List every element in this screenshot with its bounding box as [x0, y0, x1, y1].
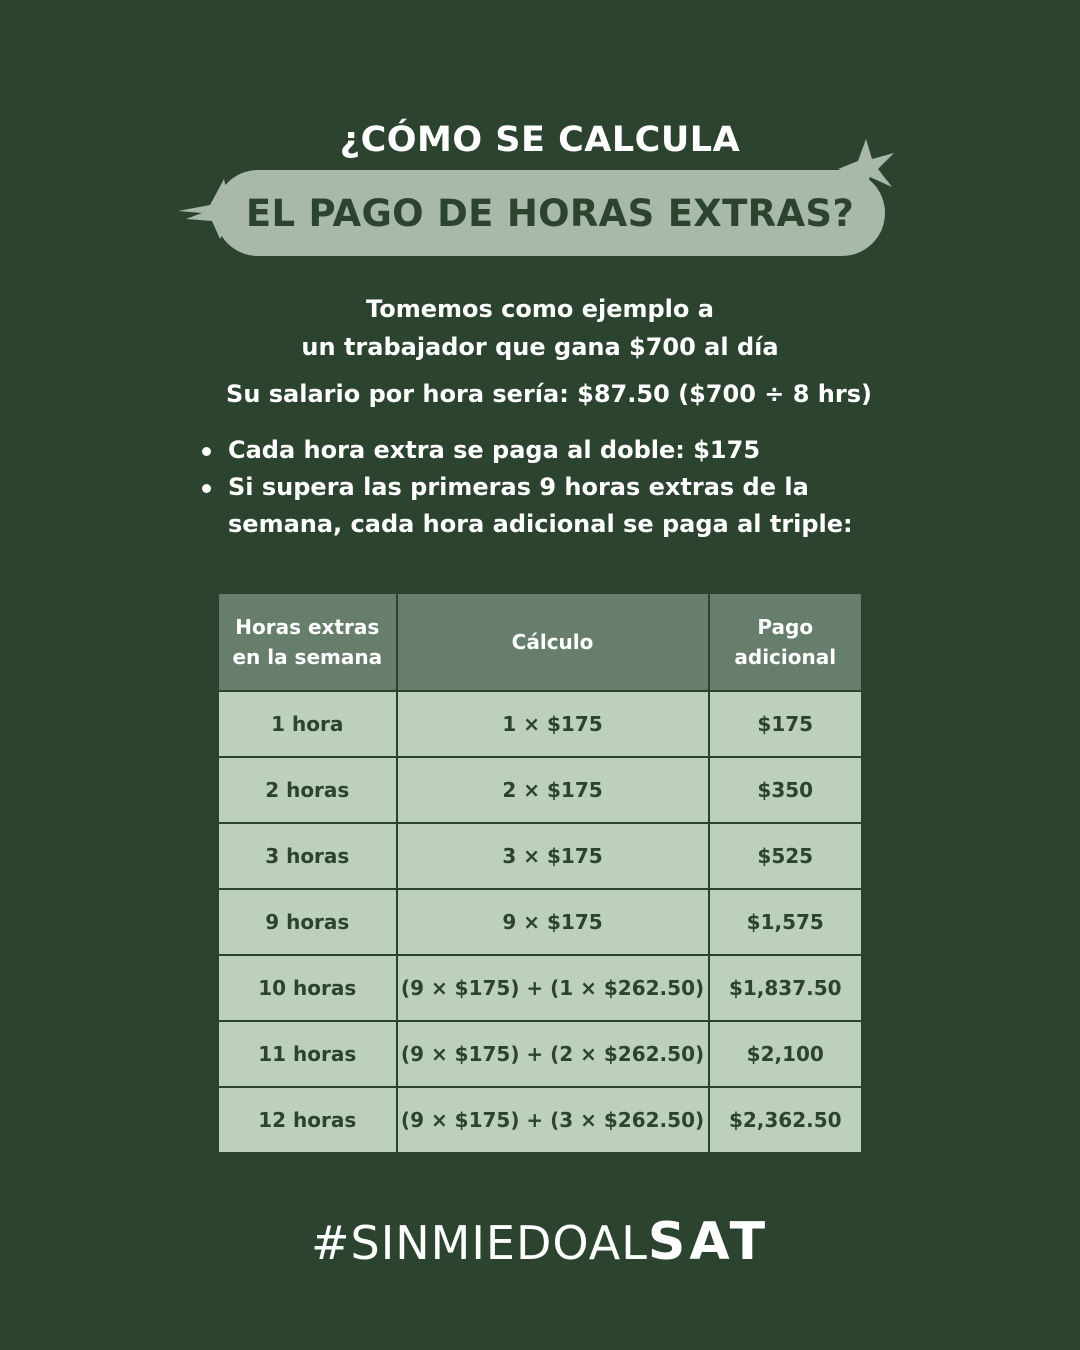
cell-calc: 1 × $175	[397, 691, 709, 757]
cell-hours: 3 horas	[218, 823, 397, 889]
header-pay-line-1: Pago	[757, 615, 814, 639]
table-row	[218, 823, 862, 889]
cell-calc: 3 × $175	[397, 823, 709, 889]
hashtag	[0, 1212, 1080, 1272]
hourly-rate-text: Su salario por hora sería: $87.50 ($700 ÷ 8 hrs)	[226, 380, 872, 408]
bullet-item	[200, 469, 900, 543]
cell-hours: 11 horas	[218, 1021, 397, 1087]
cell-pay: $175	[709, 691, 862, 757]
header-calc: Cálculo	[397, 593, 709, 691]
bullet-dot-icon	[202, 447, 211, 456]
header-pay	[709, 593, 862, 691]
intro-line-1: Tomemos como ejemplo a	[366, 295, 714, 323]
table-row	[218, 1021, 862, 1087]
cell-calc: 9 × $175	[397, 889, 709, 955]
bullet-list	[200, 432, 900, 543]
heading-line-2: EL PAGO DE HORAS EXTRAS?	[245, 191, 855, 235]
cell-pay: $1,837.50	[709, 955, 862, 1021]
cell-hours: 9 horas	[218, 889, 397, 955]
cell-pay: $2,100	[709, 1021, 862, 1087]
table-row	[218, 1087, 862, 1153]
cell-hours: 12 horas	[218, 1087, 397, 1153]
cell-hours: 10 horas	[218, 955, 397, 1021]
table-header-row	[218, 593, 862, 691]
intro-text	[0, 290, 1080, 366]
hashtag-prefix: #SINMIEDOAL	[310, 1216, 648, 1270]
header-hours-line-1: Horas extras	[235, 615, 380, 639]
overtime-table	[217, 592, 863, 1154]
cell-calc: (9 × $175) + (1 × $262.50)	[397, 955, 709, 1021]
cell-pay: $2,362.50	[709, 1087, 862, 1153]
cell-calc: (9 × $175) + (2 × $262.50)	[397, 1021, 709, 1087]
header-hours	[218, 593, 397, 691]
table-row	[218, 889, 862, 955]
cell-pay: $1,575	[709, 889, 862, 955]
bullet-item	[200, 432, 900, 469]
cell-hours: 2 horas	[218, 757, 397, 823]
header-pay-line-2: adicional	[734, 645, 837, 669]
table-row	[218, 691, 862, 757]
cell-pay: $350	[709, 757, 862, 823]
cell-pay: $525	[709, 823, 862, 889]
cell-calc: (9 × $175) + (3 × $262.50)	[397, 1087, 709, 1153]
heading-line-1: ¿CÓMO SE CALCULA	[339, 120, 741, 160]
table-row	[218, 955, 862, 1021]
bullet-text: Si supera las primeras 9 horas extras de la semana, cada hora adicional se paga al triple:	[228, 473, 853, 538]
hashtag-emphasis: SAT	[647, 1212, 770, 1272]
table-row	[218, 757, 862, 823]
header-hours-line-2: en la semana	[232, 645, 383, 669]
cell-hours: 1 hora	[218, 691, 397, 757]
bullet-text: Cada hora extra se paga al doble: $175	[228, 436, 761, 464]
intro-line-2: un trabajador que gana $700 al día	[301, 333, 779, 361]
cell-calc: 2 × $175	[397, 757, 709, 823]
bullet-dot-icon	[202, 484, 211, 493]
